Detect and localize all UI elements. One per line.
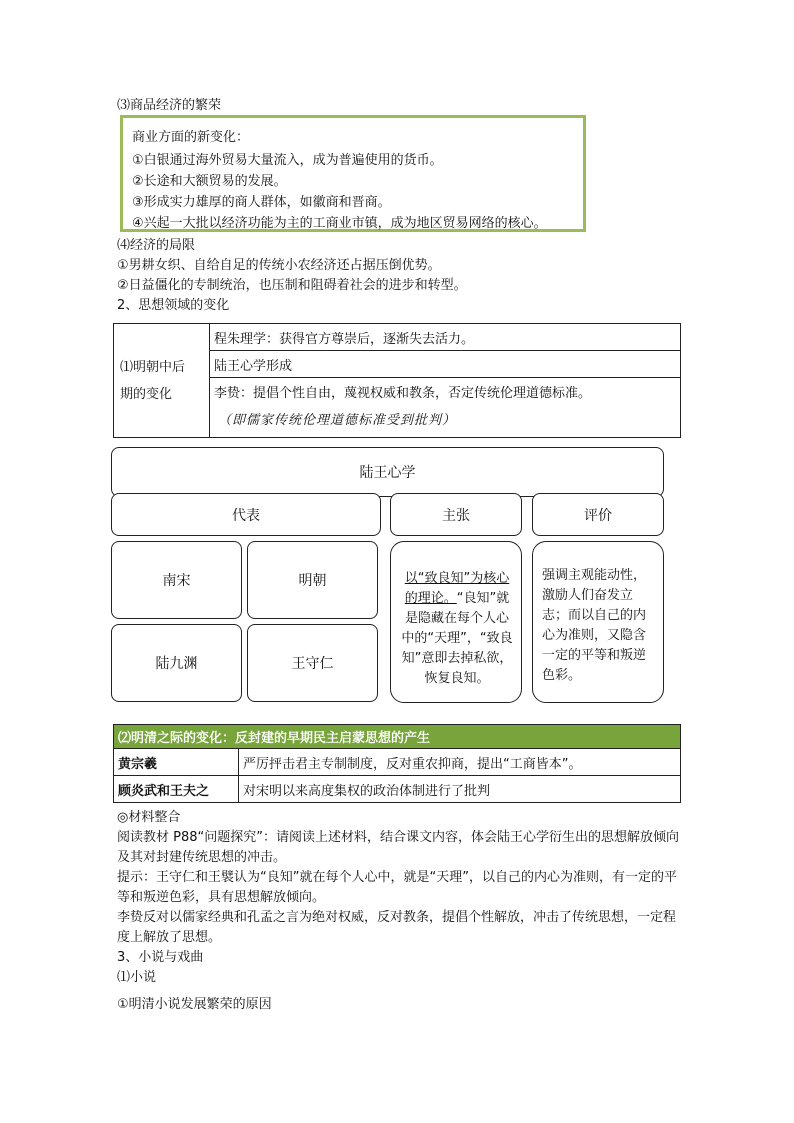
ming-changes-table bbox=[113, 323, 681, 438]
qing-changes-table bbox=[113, 724, 681, 803]
commerce-box-title: 商业方面的新变化： bbox=[132, 130, 250, 145]
material-heading: ◎材料整合 bbox=[117, 810, 181, 825]
ming-table-label bbox=[114, 324, 210, 438]
material-paragraph: 阅读教材 P88“问题探究”：请阅读上述材料，结合课文内容，体会陆王心学衍生出的思想解放倾向及其对封建传统思想的冲击。 bbox=[117, 830, 679, 865]
commerce-item: ③形成实力雄厚的商人群体，如徽商和晋商。 bbox=[132, 195, 391, 210]
limit-item: ②日益僵化的专制统治，也压制和阻碍着社会的进步和转型。 bbox=[117, 278, 467, 293]
claim-underlined: 以“致良知”为核心的理论。 bbox=[404, 571, 510, 606]
dynasty-box: 明朝 bbox=[247, 541, 378, 619]
thinker-name: 顾炎武和王夫之 bbox=[114, 776, 239, 803]
diagram-header-evaluation: 评价 bbox=[532, 493, 664, 536]
part-heading: 2、思想领域的变化 bbox=[117, 298, 230, 313]
handwritten-note: （即儒家传统伦理道德标准受到批判） bbox=[218, 413, 457, 428]
section-heading: ⑴小说 bbox=[117, 970, 157, 985]
diagram-header-representatives: 代表 bbox=[111, 493, 381, 536]
person-box: 王守仁 bbox=[247, 624, 378, 702]
limit-item: ①男耕女织、自给自足的传统小农经济还占据压倒优势。 bbox=[117, 258, 441, 273]
novel-reason: ①明清小说发展繁荣的原因 bbox=[117, 997, 272, 1012]
commerce-box bbox=[120, 115, 586, 232]
claim-text: “良知”就是隐藏在每个人心中的“天理”，“致良知”意即去掉私欲，恢复良知。 bbox=[401, 591, 513, 686]
diagram-root: 陆王心学 bbox=[111, 447, 664, 497]
thinker-content: 对宋明以来高度集权的政治体制进行了批判 bbox=[239, 776, 681, 803]
claim-box bbox=[390, 541, 522, 703]
label-line: ⑴明朝中后 bbox=[120, 359, 186, 375]
section-heading: ⑷经济的局限 bbox=[117, 238, 196, 253]
commerce-item: ④兴起一大批以经济功能为主的工商业市镇，成为地区贸易网络的核心。 bbox=[132, 216, 547, 231]
diagram-header-claims: 主张 bbox=[390, 493, 522, 536]
evaluation-box: 强调主观能动性，激励人们奋发立志；而以自己的内心为准则，又隐含一定的平等和叛逆色彩。 bbox=[532, 541, 664, 703]
label-line: 期的变化 bbox=[120, 386, 173, 402]
dynasty-box: 南宋 bbox=[111, 541, 242, 619]
table-cell bbox=[210, 378, 681, 438]
material-paragraph: 提示：王守仁和王襞认为“良知”就在每个人心中，就是“天理”，以自己的内心为准则，有一定的平等和叛逆色彩，具有思想解放倾向。 bbox=[117, 870, 677, 905]
section-heading: ⑶商品经济的繁荣 bbox=[117, 98, 222, 113]
thinker-content: 严厉抨击君主专制制度，反对重农抑商，提出“工商皆本”。 bbox=[239, 749, 681, 776]
commerce-item: ①白银通过海外贸易大量流入，成为普遍使用的货币。 bbox=[132, 153, 443, 168]
qing-table-header: ⑵明清之际的变化：反封建的早期民主启蒙思想的产生 bbox=[114, 725, 681, 749]
part-heading: 3、小说与戏曲 bbox=[117, 950, 204, 965]
person-box: 陆九渊 bbox=[111, 624, 242, 702]
material-paragraph: 李贽反对以儒家经典和孔孟之言为绝对权威，反对教条，提倡个性解放，冲击了传统思想，一定程度上解放了思想。 bbox=[117, 910, 677, 945]
table-cell: 程朱理学：获得官方尊崇后，逐渐失去活力。 bbox=[210, 324, 681, 351]
commerce-item: ②长途和大额贸易的发展。 bbox=[132, 174, 287, 189]
thinker-name: 黄宗羲 bbox=[114, 749, 239, 776]
table-cell: 陆王心学形成 bbox=[210, 351, 681, 378]
li-zhi-text: 李贽：提倡个性自由，蔑视权威和教条，否定传统伦理道德标准。 bbox=[214, 386, 592, 401]
